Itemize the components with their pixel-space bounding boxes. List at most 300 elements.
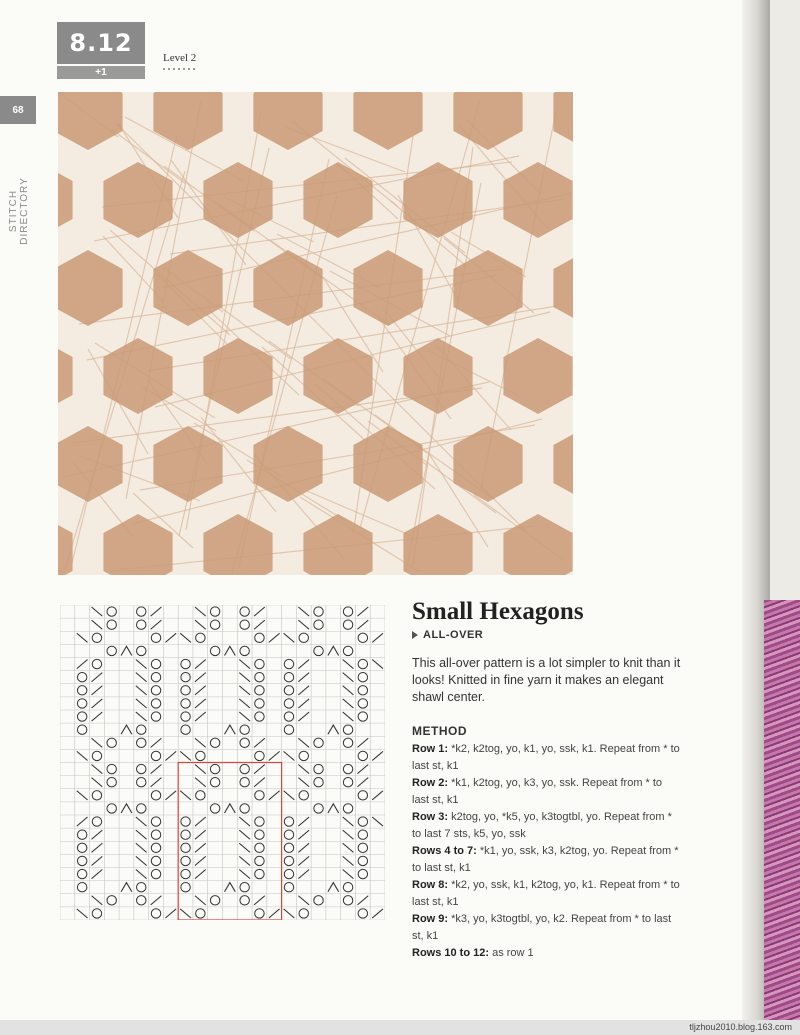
- knitted-swatch-image: [58, 92, 573, 575]
- yo-symbol: [137, 764, 146, 773]
- k2tog-symbol: [195, 699, 206, 708]
- ssk-symbol: [239, 856, 250, 865]
- yo-symbol: [358, 712, 367, 721]
- ssk-symbol: [298, 620, 309, 629]
- ssk-symbol: [284, 751, 295, 760]
- ssk-symbol: [136, 856, 147, 865]
- ssk-symbol: [136, 712, 147, 721]
- pattern-category: [412, 629, 483, 641]
- k3togtbl-symbol: [225, 646, 236, 655]
- yo-symbol: [92, 791, 101, 800]
- k2tog-symbol: [357, 896, 368, 905]
- k2tog-symbol: [92, 699, 103, 708]
- yo-symbol: [255, 672, 264, 681]
- yo-symbol: [181, 817, 190, 826]
- k2tog-symbol: [298, 699, 309, 708]
- yo-symbol: [299, 791, 308, 800]
- yo-symbol: [358, 672, 367, 681]
- k2tog-symbol: [298, 673, 309, 682]
- footer-credit: tljzhou2010.blog.163.com: [689, 1022, 792, 1032]
- yo-symbol: [240, 764, 249, 773]
- yo-symbol: [107, 777, 116, 786]
- yo-symbol: [196, 791, 205, 800]
- k3togtbl-symbol: [328, 804, 339, 813]
- yo-symbol: [358, 843, 367, 852]
- yo-symbol: [240, 646, 249, 655]
- yo-symbol: [343, 882, 352, 891]
- ssk-symbol: [77, 633, 88, 642]
- k2tog-symbol: [77, 660, 88, 669]
- k2tog-symbol: [298, 686, 309, 695]
- yo-symbol: [181, 882, 190, 891]
- yo-symbol: [137, 896, 146, 905]
- yo-symbol: [284, 725, 293, 734]
- stitch-repeat: +1: [95, 67, 107, 78]
- k2tog-symbol: [151, 778, 162, 787]
- yo-symbol: [107, 804, 116, 813]
- method-row-text: *k3, yo, k3togtbl, yo, k2. Repeat from * to last st, k1: [412, 913, 672, 942]
- footer-bar: [0, 1020, 800, 1035]
- yo-symbol: [92, 909, 101, 918]
- k2tog-symbol: [195, 843, 206, 852]
- yo-symbol: [343, 738, 352, 747]
- page-number-tab: [0, 96, 36, 124]
- ssk-symbol: [343, 699, 354, 708]
- yo-symbol: [181, 830, 190, 839]
- yo-symbol: [240, 620, 249, 629]
- yo-symbol: [210, 896, 219, 905]
- yo-symbol: [314, 646, 323, 655]
- yo-symbol: [137, 804, 146, 813]
- yo-symbol: [240, 896, 249, 905]
- yo-symbol: [255, 633, 264, 642]
- yo-symbol: [77, 686, 86, 695]
- ssk-symbol: [284, 633, 295, 642]
- yo-symbol: [77, 725, 86, 734]
- yo-symbol: [358, 856, 367, 865]
- yo-symbol: [240, 725, 249, 734]
- method-heading: METHOD: [412, 724, 467, 738]
- ssk-symbol: [136, 817, 147, 826]
- yo-symbol: [343, 764, 352, 773]
- ssk-symbol: [343, 673, 354, 682]
- method-row: [412, 843, 682, 877]
- yo-symbol: [314, 777, 323, 786]
- yo-symbol: [151, 869, 160, 878]
- yo-symbol: [196, 633, 205, 642]
- k2tog-symbol: [195, 830, 206, 839]
- stitch-number-badge: [57, 22, 145, 64]
- ssk-symbol: [298, 765, 309, 774]
- yo-symbol: [255, 699, 264, 708]
- yo-symbol: [255, 686, 264, 695]
- yo-symbol: [210, 646, 219, 655]
- ssk-symbol: [92, 896, 103, 905]
- yo-symbol: [284, 882, 293, 891]
- ssk-symbol: [92, 765, 103, 774]
- k2tog-symbol: [151, 765, 162, 774]
- yo-symbol: [137, 620, 146, 629]
- yo-symbol: [107, 738, 116, 747]
- yo-symbol: [77, 712, 86, 721]
- k2tog-symbol: [372, 909, 383, 918]
- yo-symbol: [255, 909, 264, 918]
- yo-symbol: [255, 659, 264, 668]
- yo-symbol: [314, 896, 323, 905]
- yo-symbol: [358, 909, 367, 918]
- yo-symbol: [255, 751, 264, 760]
- method-row-label: Rows 10 to 12:: [412, 947, 490, 959]
- ssk-symbol: [136, 830, 147, 839]
- yo-symbol: [299, 751, 308, 760]
- yo-symbol: [343, 777, 352, 786]
- k2tog-symbol: [298, 712, 309, 721]
- yo-symbol: [314, 607, 323, 616]
- k2tog-symbol: [269, 633, 280, 642]
- yo-symbol: [284, 856, 293, 865]
- yo-symbol: [358, 751, 367, 760]
- yo-symbol: [343, 804, 352, 813]
- method-row-text: *k1, yo, ssk, k3, k2tog, yo. Repeat from * to last st, k1: [412, 845, 679, 874]
- yo-symbol: [92, 817, 101, 826]
- k2tog-symbol: [92, 843, 103, 852]
- yo-symbol: [299, 633, 308, 642]
- k2tog-symbol: [151, 738, 162, 747]
- yo-symbol: [151, 791, 160, 800]
- ssk-symbol: [195, 738, 206, 747]
- k3togtbl-symbol: [121, 883, 132, 892]
- yo-symbol: [77, 856, 86, 865]
- ssk-symbol: [284, 791, 295, 800]
- ssk-symbol: [195, 620, 206, 629]
- stitch-number: 8.12: [69, 29, 133, 57]
- yo-symbol: [137, 738, 146, 747]
- ssk-symbol: [136, 660, 147, 669]
- method-row: [412, 945, 682, 962]
- yo-symbol: [314, 738, 323, 747]
- yo-symbol: [210, 607, 219, 616]
- yo-symbol: [77, 843, 86, 852]
- yo-symbol: [358, 633, 367, 642]
- k2tog-symbol: [195, 870, 206, 879]
- yo-symbol: [343, 896, 352, 905]
- ssk-symbol: [136, 699, 147, 708]
- yo-symbol: [358, 686, 367, 695]
- method-row-text: as row 1: [489, 947, 534, 959]
- method-row: [412, 877, 682, 911]
- yo-symbol: [240, 738, 249, 747]
- yo-symbol: [151, 909, 160, 918]
- ssk-symbol: [343, 843, 354, 852]
- yo-symbol: [151, 843, 160, 852]
- yo-symbol: [343, 620, 352, 629]
- k2tog-symbol: [269, 791, 280, 800]
- yo-symbol: [151, 686, 160, 695]
- yo-symbol: [210, 764, 219, 773]
- k2tog-symbol: [165, 633, 176, 642]
- ssk-symbol: [343, 660, 354, 669]
- k3togtbl-symbol: [121, 725, 132, 734]
- method-row-label: Row 1:: [412, 743, 449, 755]
- yo-symbol: [284, 817, 293, 826]
- ssk-symbol: [180, 633, 191, 642]
- ssk-symbol: [195, 765, 206, 774]
- yo-symbol: [358, 791, 367, 800]
- ssk-symbol: [298, 738, 309, 747]
- yo-symbol: [77, 672, 86, 681]
- ssk-symbol: [343, 856, 354, 865]
- method-row: [412, 809, 682, 843]
- k2tog-symbol: [92, 870, 103, 879]
- method-row-label: Row 3:: [412, 811, 449, 823]
- yo-symbol: [314, 764, 323, 773]
- ssk-symbol: [239, 830, 250, 839]
- yo-symbol: [137, 777, 146, 786]
- yo-symbol: [343, 607, 352, 616]
- yo-symbol: [151, 817, 160, 826]
- ssk-symbol: [239, 870, 250, 879]
- section-label: STITCH DIRECTORY: [8, 177, 30, 245]
- yo-symbol: [358, 817, 367, 826]
- k3togtbl-symbol: [225, 804, 236, 813]
- yo-symbol: [210, 738, 219, 747]
- yo-symbol: [151, 699, 160, 708]
- yo-symbol: [151, 633, 160, 642]
- k2tog-symbol: [254, 778, 265, 787]
- knitting-chart-svg: [60, 605, 385, 920]
- ssk-symbol: [180, 909, 191, 918]
- facing-page-photo-edge: [764, 600, 800, 1020]
- yo-symbol: [284, 659, 293, 668]
- yo-symbol: [181, 856, 190, 865]
- yo-symbol: [343, 646, 352, 655]
- k3togtbl-symbol: [328, 646, 339, 655]
- yo-symbol: [137, 646, 146, 655]
- page-number: 68: [12, 104, 24, 116]
- method-row-label: Row 2:: [412, 777, 449, 789]
- yo-symbol: [210, 804, 219, 813]
- method-row-text: k2tog, yo, *k5, yo, k3togtbl, yo. Repeat from * to last 7 sts, k5, yo, ssk: [412, 811, 672, 840]
- k2tog-symbol: [254, 765, 265, 774]
- yo-symbol: [151, 672, 160, 681]
- ssk-symbol: [239, 817, 250, 826]
- yo-symbol: [77, 882, 86, 891]
- k2tog-symbol: [254, 896, 265, 905]
- method-row: [412, 775, 682, 809]
- ssk-symbol: [298, 607, 309, 616]
- yo-symbol: [151, 856, 160, 865]
- ssk-symbol: [136, 870, 147, 879]
- ssk-symbol: [343, 830, 354, 839]
- yo-symbol: [284, 699, 293, 708]
- ssk-symbol: [180, 791, 191, 800]
- ssk-symbol: [136, 673, 147, 682]
- ssk-symbol: [195, 896, 206, 905]
- yo-symbol: [210, 620, 219, 629]
- ssk-symbol: [239, 699, 250, 708]
- yo-symbol: [196, 909, 205, 918]
- ssk-symbol: [92, 778, 103, 787]
- yo-symbol: [240, 882, 249, 891]
- yo-symbol: [284, 843, 293, 852]
- yo-symbol: [181, 672, 190, 681]
- yo-symbol: [137, 882, 146, 891]
- ssk-symbol: [136, 686, 147, 695]
- ssk-symbol: [195, 778, 206, 787]
- yo-symbol: [151, 830, 160, 839]
- yo-symbol: [77, 830, 86, 839]
- k2tog-symbol: [298, 817, 309, 826]
- yo-symbol: [240, 777, 249, 786]
- ssk-symbol: [77, 751, 88, 760]
- ssk-symbol: [180, 751, 191, 760]
- yo-symbol: [255, 830, 264, 839]
- yo-symbol: [151, 712, 160, 721]
- yo-symbol: [107, 646, 116, 655]
- ssk-symbol: [77, 909, 88, 918]
- pattern-intro: This all-over pattern is a lot simpler to knit than it looks! Knitted in fine yarn it makes an elegant shawl center.: [412, 656, 681, 704]
- k2tog-symbol: [269, 751, 280, 760]
- category-label: ALL-OVER: [423, 629, 484, 641]
- k2tog-symbol: [357, 738, 368, 747]
- ssk-symbol: [298, 896, 309, 905]
- ssk-symbol: [284, 909, 295, 918]
- k2tog-symbol: [195, 856, 206, 865]
- yo-symbol: [358, 869, 367, 878]
- swatch-photo: [58, 92, 573, 575]
- ssk-symbol: [343, 712, 354, 721]
- k2tog-symbol: [195, 817, 206, 826]
- yo-symbol: [240, 607, 249, 616]
- yo-symbol: [92, 659, 101, 668]
- k2tog-symbol: [298, 843, 309, 852]
- k2tog-symbol: [165, 751, 176, 760]
- yo-symbol: [181, 725, 190, 734]
- method-row-text: *k2, k2tog, yo, k1, yo, ssk, k1. Repeat from * to last st, k1: [412, 743, 680, 772]
- k2tog-symbol: [165, 791, 176, 800]
- yo-symbol: [107, 620, 116, 629]
- yo-symbol: [137, 607, 146, 616]
- method-rows: [412, 741, 682, 962]
- k2tog-symbol: [92, 856, 103, 865]
- k2tog-symbol: [151, 896, 162, 905]
- ssk-symbol: [136, 843, 147, 852]
- yo-symbol: [181, 712, 190, 721]
- yo-symbol: [255, 791, 264, 800]
- yo-symbol: [137, 725, 146, 734]
- yo-symbol: [314, 804, 323, 813]
- difficulty-dots: [163, 68, 195, 70]
- yo-symbol: [181, 869, 190, 878]
- ssk-symbol: [195, 607, 206, 616]
- k3togtbl-symbol: [328, 725, 339, 734]
- yo-symbol: [151, 751, 160, 760]
- ssk-symbol: [77, 791, 88, 800]
- k2tog-symbol: [92, 673, 103, 682]
- yo-symbol: [299, 909, 308, 918]
- k2tog-symbol: [195, 673, 206, 682]
- ssk-symbol: [239, 673, 250, 682]
- yo-symbol: [255, 712, 264, 721]
- ssk-symbol: [239, 686, 250, 695]
- ssk-symbol: [239, 660, 250, 669]
- k2tog-symbol: [298, 856, 309, 865]
- k2tog-symbol: [357, 778, 368, 787]
- yo-symbol: [210, 777, 219, 786]
- ssk-symbol: [239, 843, 250, 852]
- yo-symbol: [181, 843, 190, 852]
- k2tog-symbol: [77, 817, 88, 826]
- method-row-label: Rows 4 to 7:: [412, 845, 477, 857]
- ssk-symbol: [372, 817, 383, 826]
- ssk-symbol: [372, 660, 383, 669]
- yo-symbol: [284, 830, 293, 839]
- yo-symbol: [196, 751, 205, 760]
- yo-symbol: [358, 659, 367, 668]
- k2tog-symbol: [372, 791, 383, 800]
- ssk-symbol: [92, 738, 103, 747]
- knitting-chart: [60, 605, 385, 920]
- k2tog-symbol: [195, 660, 206, 669]
- ssk-symbol: [239, 712, 250, 721]
- k2tog-symbol: [151, 607, 162, 616]
- k3togtbl-symbol: [121, 804, 132, 813]
- difficulty-level: Level 2: [163, 52, 197, 64]
- yo-symbol: [284, 869, 293, 878]
- k2tog-symbol: [357, 620, 368, 629]
- yo-symbol: [151, 659, 160, 668]
- yo-symbol: [358, 830, 367, 839]
- yo-symbol: [284, 686, 293, 695]
- method-row-text: *k2, yo, ssk, k1, k2tog, yo, k1. Repeat from * to last st, k1: [412, 879, 680, 908]
- yo-symbol: [92, 633, 101, 642]
- yo-symbol: [314, 620, 323, 629]
- yo-symbol: [358, 699, 367, 708]
- ssk-symbol: [343, 870, 354, 879]
- k2tog-symbol: [151, 620, 162, 629]
- k2tog-symbol: [298, 660, 309, 669]
- k2tog-symbol: [298, 830, 309, 839]
- k3togtbl-symbol: [328, 883, 339, 892]
- triangle-bullet-icon: [412, 631, 418, 639]
- pattern-title: Small Hexagons: [412, 598, 584, 625]
- method-row-label: Row 9:: [412, 913, 449, 925]
- yo-symbol: [181, 659, 190, 668]
- yo-symbol: [181, 686, 190, 695]
- yo-symbol: [240, 804, 249, 813]
- k3togtbl-symbol: [121, 646, 132, 655]
- yo-symbol: [107, 896, 116, 905]
- k2tog-symbol: [195, 712, 206, 721]
- k2tog-symbol: [254, 620, 265, 629]
- yo-symbol: [92, 751, 101, 760]
- yo-symbol: [343, 725, 352, 734]
- k2tog-symbol: [254, 738, 265, 747]
- yo-symbol: [255, 817, 264, 826]
- k2tog-symbol: [165, 909, 176, 918]
- yo-symbol: [255, 869, 264, 878]
- ssk-symbol: [92, 620, 103, 629]
- k2tog-symbol: [298, 870, 309, 879]
- yo-symbol: [107, 764, 116, 773]
- k2tog-symbol: [92, 686, 103, 695]
- k2tog-symbol: [357, 607, 368, 616]
- yo-symbol: [181, 699, 190, 708]
- k2tog-symbol: [254, 607, 265, 616]
- ssk-symbol: [92, 607, 103, 616]
- stitch-repeat-badge: [57, 66, 145, 79]
- k2tog-symbol: [269, 909, 280, 918]
